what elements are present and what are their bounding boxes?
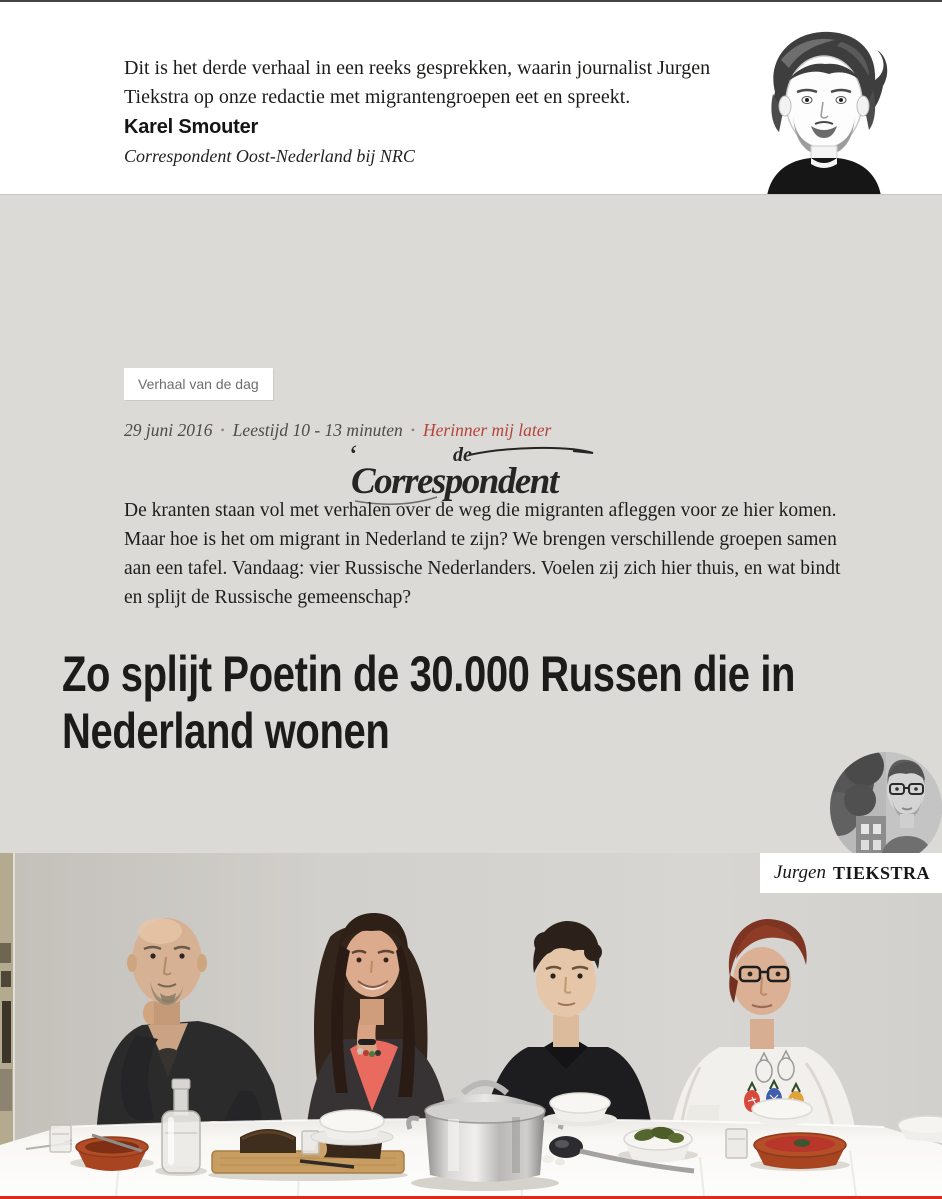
remind-me-later-link[interactable]: Herinner mij later: [423, 420, 552, 440]
author-sketch-portrait-icon[interactable]: [737, 20, 907, 196]
article-hero-section: [0, 194, 942, 854]
article-meta-row: [124, 420, 551, 441]
article-headline: [62, 646, 942, 760]
photographer-last-name: TIEKSTRA: [832, 862, 930, 883]
photographer-credit[interactable]: [760, 853, 942, 893]
svg-text:Correspondent: Correspondent: [351, 461, 558, 502]
meta-separator-icon: •: [410, 423, 416, 437]
meta-separator-icon: •: [220, 423, 225, 437]
svg-text:de: de: [453, 444, 472, 466]
sketch-portrait-illustration: [737, 20, 907, 196]
photographer-first-name: Jurgen: [773, 862, 826, 883]
headline-line-2: Nederland wonen: [62, 703, 390, 760]
category-badge[interactable]: Verhaal van de dag: [124, 368, 273, 400]
author-role: Correspondent Oost-Nederland bij NRC: [124, 146, 415, 166]
author-header: [0, 2, 942, 194]
article-lede: De kranten staan vol met verhalen over de weg die migranten afleggen voor ze hier komen. Maar hoe is het om migrant in Nederland te zijn? We brengen verschillende groepen samen aan een tafel. Vandaag: vier Russische Nederlanders. Voelen zij zich hier thuis, en wat bindt en splijt de Russische gemeenschap?: [124, 499, 841, 608]
svg-text:‘: ‘: [347, 439, 357, 472]
read-time: Leestijd 10 - 13 minuten: [232, 420, 403, 440]
headline-line-1: Zo splijt Poetin de 30.000 Russen die in: [62, 646, 796, 703]
photographer-avatar[interactable]: [830, 752, 942, 864]
hero-photo: [0, 853, 942, 1196]
avatar-photo-illustration: [830, 752, 942, 864]
series-intro-text: Dit is het derde verhaal in een reeks gesprekken, waarin journalist Jurgen Tiekstra op onze redactie met migrantengroepen eet en spreekt.: [124, 57, 711, 108]
publish-date: 29 juni 2016: [124, 420, 213, 440]
dinner-table-photo-illustration: [0, 853, 942, 1196]
author-name: Karel Smouter: [124, 116, 259, 138]
